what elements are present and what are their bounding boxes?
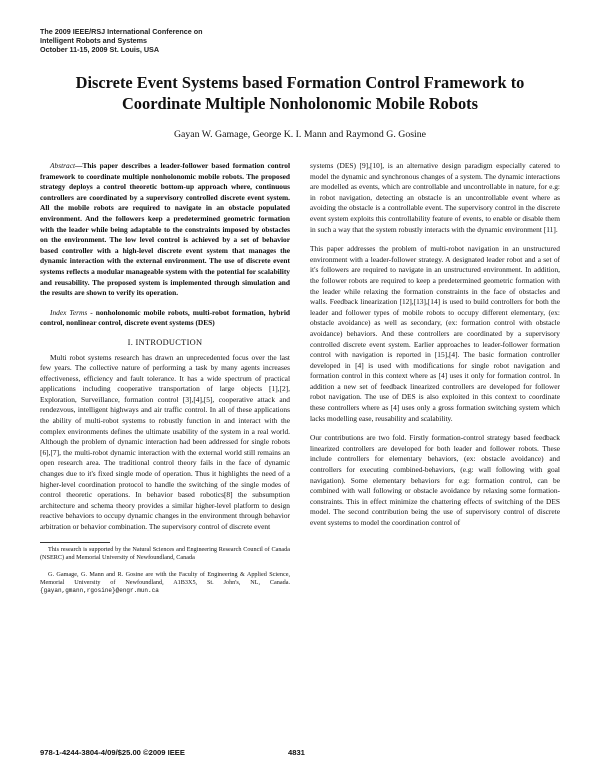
left-column <box>40 161 290 605</box>
footnote-affiliation <box>40 571 290 596</box>
conference-line-1: The 2009 IEEE/RSJ International Conference on <box>40 27 203 36</box>
conference-info <box>40 27 300 54</box>
index-terms <box>40 308 290 329</box>
footer-isbn: 978-1-4244-3804-4/09/$25.00 ©2009 IEEE <box>40 748 185 757</box>
abstract-dash: — <box>75 161 83 170</box>
footnote-support: This research is supported by the Natural Sciences and Engineering Research Council of Canada (NSERC) and Memorial University of Newfoundland, Canada <box>40 545 290 561</box>
conference-line-2: Intelligent Robots and Systems <box>40 36 148 45</box>
footnote-email: {gayan,gmann,rgosine}@engr.mun.ca <box>40 587 159 595</box>
footnote-divider <box>40 542 110 543</box>
intro-paragraph: Multi robot systems research has drawn an unprecedented focus over the last few years. The collective nature of performing a task by many agents increases effectiveness, efficiency and fault tolerance. It has a wide spectrum of practical applications including cooperative transportation of large objects [1],[2], Exploration, Surveillance, formation control [3],[4],[5], cooperative attack and rendezvous, intelligent highways and air traffic control. In all of these applications the ability of multi-robot systems to robustly function in and interact with the complex environments defines the ultimate usability of the system in a real world. Although the problem of dynamic interaction had been addressed for single robots [6],[7], the multi-robot dynamic interaction with the external world still remains an open research area. The traditional control theory fails in the face of dynamic changes due to it's fixed single mode of operation. Thus it highlights the need of a higher-level coordination protocol to handle the switching of the single modes of control theoretic operations. In behavior based robotics[8] the subsumption architecture and schema theory provides a similar higher-level platform to design reactive behaviors to occupy dynamic changes in the environment through behavior arbitration or behavior combination. The supervisory control of discrete event <box>40 352 290 531</box>
right-paragraph-3: Our contributions are two fold. Firstly formation-control strategy based feedback linearized controllers are developed for both leader and follower robots. These include controllers for elementary behaviors, (ex: obstacle avoidance) and controllers for executing combined-behaviors, (e.g: wall following with goal navigation). Some elementary behaviors for e.g: formation control, can be combined with wall following or obstacle avoidance by relaxing some formation-constraints. This in effect minimize the chattering effects of switching of the DES model. The second contribution being the use of supervisory control of discrete event systems to model the coordination control of <box>310 433 560 527</box>
title-line-1: Discrete Event Systems based Formation Control Framework to <box>75 73 525 92</box>
abstract-label: Abstract <box>50 161 76 170</box>
page-number: 4831 <box>288 748 305 757</box>
right-paragraph-2: This paper addresses the problem of multi-robot navigation in an unstructured environment with a leader-follower strategy. A designated leader robot and a set of it's followers are required to navigate in an unstructured environment. In addition, the follower robots are required to keep a predetermined geometric formation with the leader while relaxing the formation constraints in the face of obstacles and walls. Feedback linearization [12],[13],[14] is used to build controllers for both the leader and follower types of mobile robots to occupy different elementary, (ex: obstacle avoidance) as well as secondary, (ex: formation control with obstacle avoidance) behaviors. And these controllers are coordinated by a supervisory controlled discrete event system. Earlier approaches to leader-follower formation control with navigation is reported in [15],[4]. The basic formation controller developed in [4] is used with modifications for single robot navigation and formation control in this context where as [4] uses it only for formation control. In addition a new set of feedback linearized controllers are developed for follower robot navigation. The use of DES is also exploited in this context to coordinate these controllers where as [4] uses only a gross formation switching system which lacks modelling ease, reusability and scalability. <box>310 244 560 423</box>
right-column <box>310 161 560 538</box>
abstract <box>40 161 290 299</box>
title-line-2: Coordinate Multiple Nonholonomic Mobile Robots <box>121 94 479 113</box>
index-terms-text: - nonholonomic mobile robots, multi-robot formation, hybrid control, nonlinear control, discrete event systems (DES) <box>40 307 290 328</box>
section-heading-introduction: I. INTRODUCTION <box>127 337 203 347</box>
conference-line-3: October 11-15, 2009 St. Louis, USA <box>40 45 160 54</box>
paper-title <box>40 72 560 114</box>
footnote-affiliation-text: G. Gamage, G. Mann and R. Gosine are with the Faculty of Engineering & Applied Science, Memorial University of Newfoundland, A1B3X5, St. John's, NL, Canada. <box>40 571 290 587</box>
abstract-text: This paper describes a leader-follower based formation control framework to coordinate multiple nonholonomic mobile robots. The proposed strategy deploys a control theoretic bottom-up approach where, continuous controllers are coordinated by a supervisory controlled discrete event system. All the mobile robots are required to navigate in an obstacle populated environment. And the followers keep a predetermined geometric formation with the leader while being adaptable to the constraints imposed by obstacles on the environment. The low level control is achieved by a set of behavior based controller with a high-level discrete event system that manages the dynamic interaction with the external environment. The use of discrete event systems reflects a modular manageable system with the potential for scalability and reusability. The proposed system is implemented through simulation and the results are shown to verify its operation. <box>40 161 290 298</box>
index-terms-label: Index Terms <box>50 307 88 317</box>
author-list: Gayan W. Gamage, George K. I. Mann and Raymond G. Gosine <box>173 129 427 140</box>
right-paragraph-1: systems (DES) [9],[10], is an alternative design paradigm especially catered to model the dynamic and synchronous changes of a system. The dynamic interactions are modelled as events, which are controllable and uncontrollable in nature, for e.g: in robot navigation, detecting an obstacle is an uncontrollable event where as avoiding the obstacle is a controllable event. The supervisory control in the discrete event system exploits this controllability feature of events, to enable or disable them in such a way that the system robustly interacts with the dynamic environment [11]. <box>310 161 560 234</box>
